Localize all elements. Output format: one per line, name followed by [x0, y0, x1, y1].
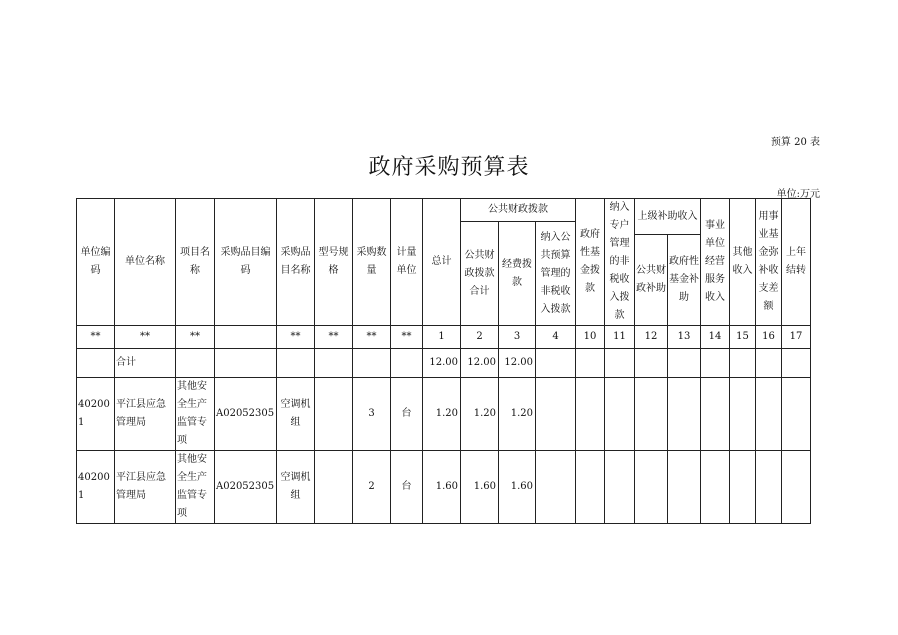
hdr-total: 总计 — [423, 199, 461, 326]
code-cell: 2 — [461, 326, 499, 349]
hdr-gov-fund-subsidy: 政府性基金补助 — [668, 235, 701, 326]
sum-fund-alloc: 12.00 — [499, 349, 536, 378]
hdr-unit-code: 单位编码 — [77, 199, 115, 326]
doc-label: 预算 20 表 — [770, 137, 820, 148]
hdr-gov-fund: 政府性基金拨款 — [576, 199, 605, 326]
code-cell: ** — [77, 326, 115, 349]
code-cell: ** — [176, 326, 215, 349]
code-cell: 17 — [782, 326, 811, 349]
fund-alloc-cell: 1.20 — [499, 378, 536, 451]
code-cell: 3 — [499, 326, 536, 349]
measure-cell: 台 — [391, 378, 423, 451]
unit-code-cell: 402001 — [77, 451, 115, 524]
hdr-unit-name: 单位名称 — [115, 199, 176, 326]
item-name-cell: 空调机组 — [277, 378, 315, 451]
measure-cell: 台 — [391, 451, 423, 524]
unit-name-cell: 平江县应急管理局 — [115, 451, 176, 524]
code-cell — [215, 326, 277, 349]
unit-code-cell: 402001 — [77, 378, 115, 451]
unit-name-cell: 平江县应急管理局 — [115, 378, 176, 451]
hdr-model: 型号规格 — [315, 199, 353, 326]
code-cell: ** — [391, 326, 423, 349]
item-code-cell: A02052305 — [215, 451, 277, 524]
public-fin-total-cell: 1.20 — [461, 378, 499, 451]
code-cell: 15 — [730, 326, 756, 349]
code-cell: ** — [115, 326, 176, 349]
code-cell: 4 — [536, 326, 576, 349]
hdr-biz-income: 事业单位经营服务收入 — [701, 199, 730, 326]
hdr-other-income: 其他收入 — [730, 199, 756, 326]
hdr-public-fin: 公共财政拨款 — [461, 199, 576, 222]
hdr-fund-alloc: 经费拨款 — [499, 222, 536, 326]
code-cell: ** — [353, 326, 391, 349]
table-row — [77, 378, 811, 451]
project-cell: 其他安全生产监管专项 — [176, 378, 215, 451]
hdr-surplus: 用事业基金弥补收支差额 — [756, 199, 782, 326]
fund-alloc-cell: 1.60 — [499, 451, 536, 524]
hdr-qty: 采购数量 — [353, 199, 391, 326]
sum-public-fin-total: 12.00 — [461, 349, 499, 378]
hdr-nontax: 纳入公共预算管理的非税收入拨款 — [536, 222, 576, 326]
procurement-table — [76, 198, 811, 524]
code-cell: 10 — [576, 326, 605, 349]
hdr-item-name: 采购品目名称 — [277, 199, 315, 326]
sum-label: 合计 — [115, 349, 176, 378]
sum-total: 12.00 — [423, 349, 461, 378]
unit-label: 单位:万元 — [776, 189, 820, 200]
code-cell: 1 — [423, 326, 461, 349]
qty-cell: 3 — [353, 378, 391, 451]
hdr-special-nontax: 纳入专户管理的非税收入拨款 — [605, 199, 635, 326]
total-cell: 1.20 — [423, 378, 461, 451]
code-cell: 14 — [701, 326, 730, 349]
qty-cell: 2 — [353, 451, 391, 524]
code-cell: 12 — [635, 326, 668, 349]
public-fin-total-cell: 1.60 — [461, 451, 499, 524]
item-code-cell: A02052305 — [215, 378, 277, 451]
hdr-pub-subsidy: 公共财政补助 — [635, 235, 668, 326]
code-cell: 16 — [756, 326, 782, 349]
project-cell: 其他安全生产监管专项 — [176, 451, 215, 524]
code-cell: ** — [315, 326, 353, 349]
page-title: 政府采购预算表 — [368, 155, 530, 180]
code-row — [77, 326, 811, 349]
hdr-carryover: 上年结转 — [782, 199, 811, 326]
code-cell: 11 — [605, 326, 635, 349]
sum-row — [77, 349, 811, 378]
hdr-item-code: 采购品目编码 — [215, 199, 277, 326]
hdr-measure: 计量单位 — [391, 199, 423, 326]
code-cell: 13 — [668, 326, 701, 349]
code-cell: ** — [277, 326, 315, 349]
hdr-public-fin-total: 公共财政拨款合计 — [461, 222, 499, 326]
total-cell: 1.60 — [423, 451, 461, 524]
table-row — [77, 451, 811, 524]
item-name-cell: 空调机组 — [277, 451, 315, 524]
hdr-upper-subsidy: 上级补助收入 — [635, 199, 701, 235]
hdr-project-name: 项目名称 — [176, 199, 215, 326]
